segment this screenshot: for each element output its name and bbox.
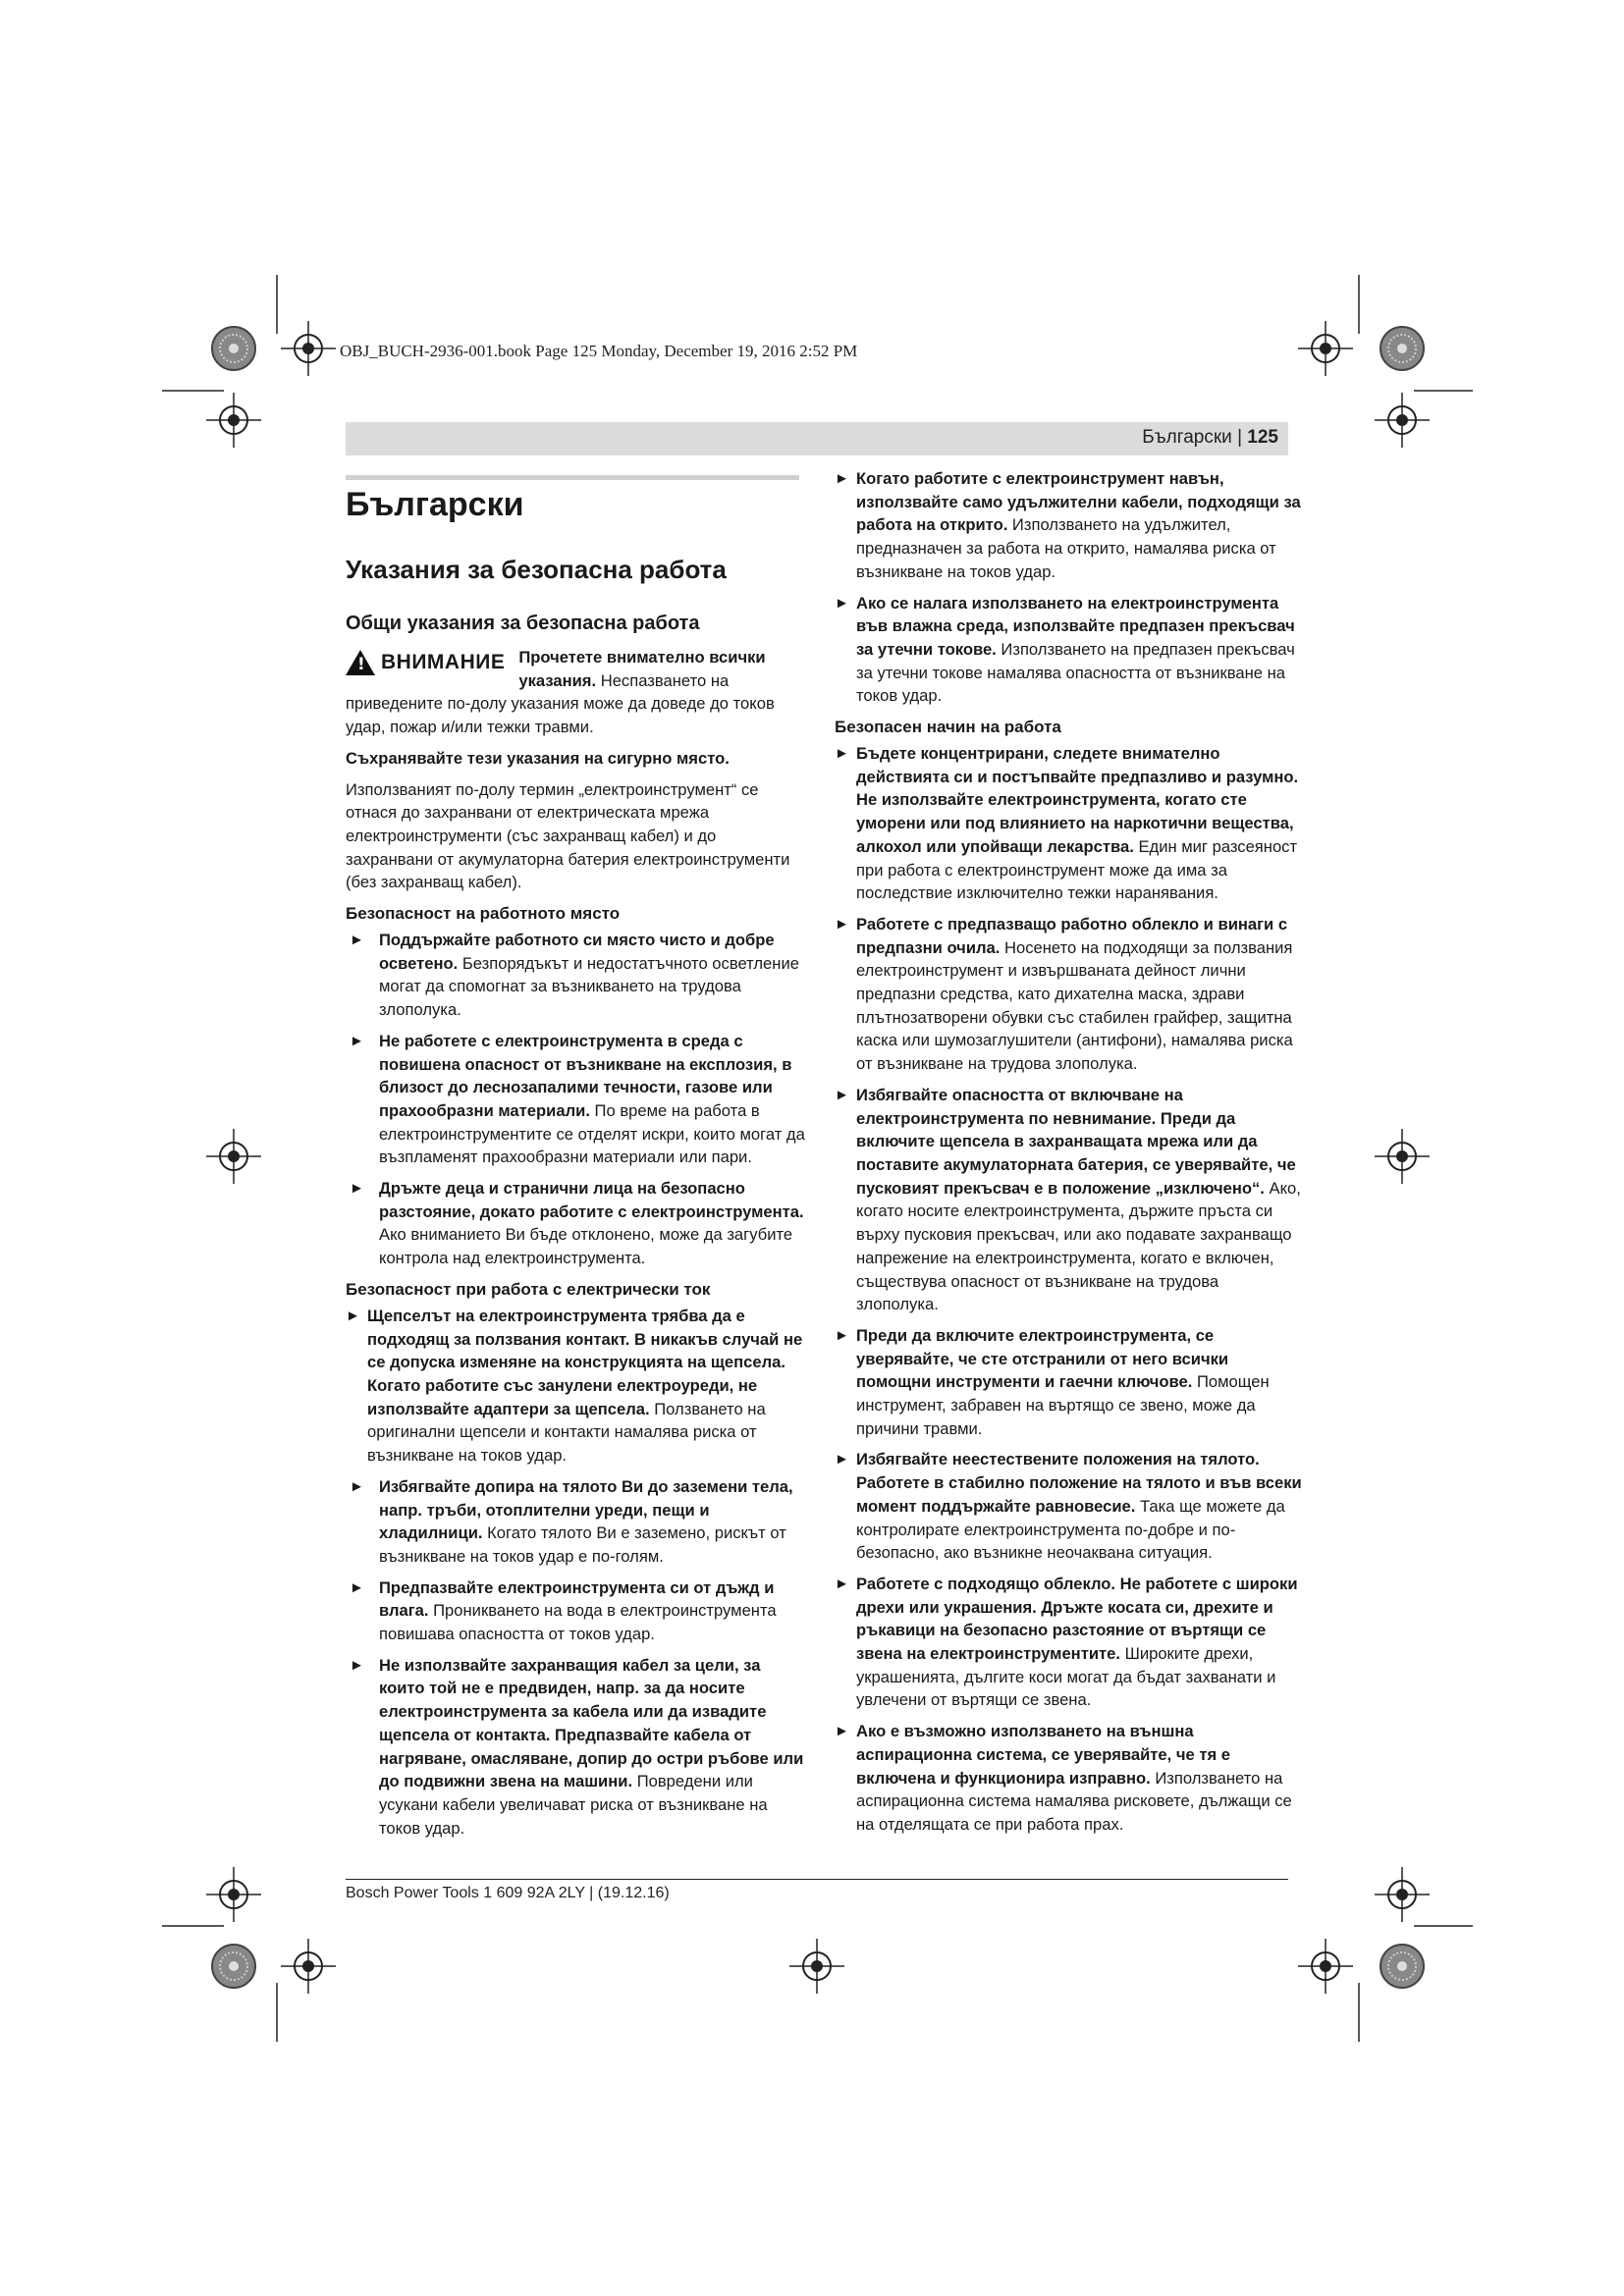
- running-header: [346, 422, 1288, 455]
- list-item: ► Когато работите с електроинструмент навън, използвайте само удължителни кабели, подходящи за работа на открито. Използването на удължител, предназначен за работа на открито, намалява риска от възникване на токов удар.: [835, 469, 1301, 581]
- list-item: ► Работете с предпазващо работно облекло и винаги с предпазни очила. Носенето на подходящи за ползвания електроинструмент и извършваната дейност лични предпазни средства, като дихателна маска, здрави плътнозатворени обувки със стабилен грайфер, защитна каска или шумозаглушители (антифони), намалява риска от възникване на трудова злополука.: [835, 914, 1293, 1074]
- warning-label: ВНИМАНИЕ: [381, 651, 506, 674]
- list-item: ► Избягвайте опасността от включване на електроинструмента по невнимание. Преди да включите щепсела в захранващата мрежа или да поставите акумулаторната батерия, се уверявайте, че пусковият прекъсвач е в положение „изключено“. Ако, когато носите електроинструмента, държите пръста си върху пусковия прекъсвач, или ако подавате захранващо напрежение на електроинструмента, когато е включен, съществува опасност от възникване на трудова злополука.: [835, 1085, 1301, 1314]
- subsection-heading: Общи указания за безопасна работа: [346, 613, 700, 634]
- keep-notice: Съхранявайте тези указания на сигурно място.: [346, 748, 730, 768]
- page-title: Български: [346, 486, 524, 523]
- rosette-mark-bottom-left: [212, 1945, 255, 1988]
- list-item: ► Предпазвайте електроинструмента си от дъжд и влага. Проникването на вода в електроинструмента повишава опасността от токов удар.: [350, 1577, 777, 1644]
- header-text: [1142, 427, 1278, 449]
- warning-badge: [346, 650, 505, 675]
- print-job-info: OBJ_BUCH-2936-001.book Page 125 Monday, December 19, 2016 2:52 PM: [340, 342, 858, 360]
- group-heading-workplace: Безопасност на работното място: [346, 904, 621, 924]
- list-item: ► Преди да включите електроинструмента, се уверявайте, че сте отстранили от него всички помощни инструменти и гаечни ключове. Помощен инструмент, забравен на въртящо се звено, може да причини травми.: [835, 1325, 1270, 1438]
- right-column: [835, 467, 1304, 1844]
- header-language: Български: [1142, 427, 1232, 448]
- group-heading-safe-work: Безопасен начин на работа: [835, 718, 1061, 737]
- list-item: ► Бъдете концентрирани, следете внимателно действията си и постъпвайте предпазливо и разумно. Не използвайте електроинструмента, когато сте уморени или под влиянието на наркотични вещества, алкохол или упойващи лекарства. Един миг разсеяност при работа с електроинструмент може да има за последствие изключително тежки наранявания.: [835, 744, 1299, 903]
- list-item: ► Ако се налага използването на електроинструмента във влажна среда, използвайте предпазен прекъсвач за утечни токове. Използването на предпазен прекъсвач за утечни токове намалява опасността от възникване на токов удар.: [835, 593, 1295, 706]
- rosette-mark-top-left: [212, 327, 255, 370]
- rosette-mark-bottom-right: [1380, 1945, 1424, 1988]
- page-number: 125: [1247, 427, 1278, 448]
- rosette-mark-top-right: [1380, 327, 1424, 370]
- section-heading: Указания за безопасна работа: [346, 555, 727, 584]
- warning-block: [346, 646, 805, 739]
- workplace-list: [346, 929, 805, 1270]
- term-definition: Използваният по-долу термин „електроинструмент“ се отнася до захранвани от електрическата мрежа електроинструменти (със захранващ кабел) и до захранвани от акумулаторна батерия електроинструменти (без захранващ кабел).: [346, 779, 790, 892]
- warning-triangle-icon: !: [346, 650, 375, 675]
- footer-rule: [346, 1879, 1288, 1880]
- safe-work-list: [835, 742, 1304, 1837]
- list-item: ► Щепселът на електроинструмента трябва да е подходящ за ползвания контакт. В никакъв случай не се допуска изменяне на конструкцията на щепсела. Когато работите със занулени електроуреди, не използвайте адаптери за щепсела. Ползването на оригинални щепсели и контакти намалява риска от възникване на токов удар.: [346, 1306, 803, 1466]
- electrical-list: [346, 1305, 805, 1840]
- left-column: [346, 477, 805, 1847]
- list-item: ► Работете с подходящо облекло. Не работете с широки дрехи или украшения. Дръжте косата си, дрехите и ръкавици на безопасно разстояние от въртящи се звена на електроинструментите. Широките дрехи, украшенията, дългите коси могат да бъдат захванати и увлечени от въртящи се звена.: [835, 1574, 1298, 1710]
- header-separator: |: [1231, 427, 1248, 448]
- list-item: ► Не работете с електроинструмента в среда с повишена опасност от възникване на експлозия, в близост до леснозапалими течности, газове или прахообразни материали. По време на работа в електроинструментите се отделят искри, които могат да възпламенят прахообразни материали или пари.: [350, 1031, 805, 1167]
- warning-text: Неспазването на приведените по-долу указания може да доведе до токов удар, пожар и/или тежки травми.: [346, 670, 775, 737]
- footer-text: Bosch Power Tools 1 609 92A 2LY | (19.12.16): [346, 1885, 670, 1901]
- list-item: ► Поддържайте работното си място чисто и добре осветено. Безпорядъкът и недостатъчното осветление могат да спомогнат за възникването на трудова злополука.: [350, 931, 799, 1020]
- list-item: ► Дръжте деца и странични лица на безопасно разстояние, докато работите с електроинструмента. Ако вниманието Ви бъде отклонено, може да загубите контрола над електроинструмента.: [350, 1179, 804, 1268]
- electrical-list-continued: [835, 467, 1304, 708]
- list-item: ► Не използвайте захранващия кабел за цели, за които той не е предвиден, напр. за да носите електроинструмента за кабела или да извадите щепсела от контакта. Предпазвайте кабела от нагряване, омасляване, допир до остри ръбове или до подвижни звена на машини. Повредени или усукани кабели увеличават риска от възникване на токов удар.: [350, 1655, 804, 1838]
- list-item: ► Избягвайте неестествените положения на тялото. Работете в стабилно положение на тялото и във всеки момент поддържайте равновесие. Така ще можете да контролирате електроинструмента по-добре и по-безопасно, ако възникне неочаквана ситуация.: [835, 1450, 1302, 1563]
- group-heading-electrical: Безопасност при работа с електрически ток: [346, 1279, 711, 1299]
- list-item: ► Ако е възможно използването на външна аспирационна система, се уверявайте, че тя е включена и функционира изправно. Използването на аспирационна система намалява рисковете, дължащи се на отделящата се при работа прах.: [835, 1722, 1292, 1834]
- list-item: ► Избягвайте допира на тялото Ви до заземени тела, напр. тръби, отоплителни уреди, пещи и хладилници. Когато тялото Ви е заземено, рискът от възникване на токов удар е по-голям.: [350, 1476, 793, 1566]
- warning-bold-text: Прочетете внимателно всички указания.: [518, 648, 766, 690]
